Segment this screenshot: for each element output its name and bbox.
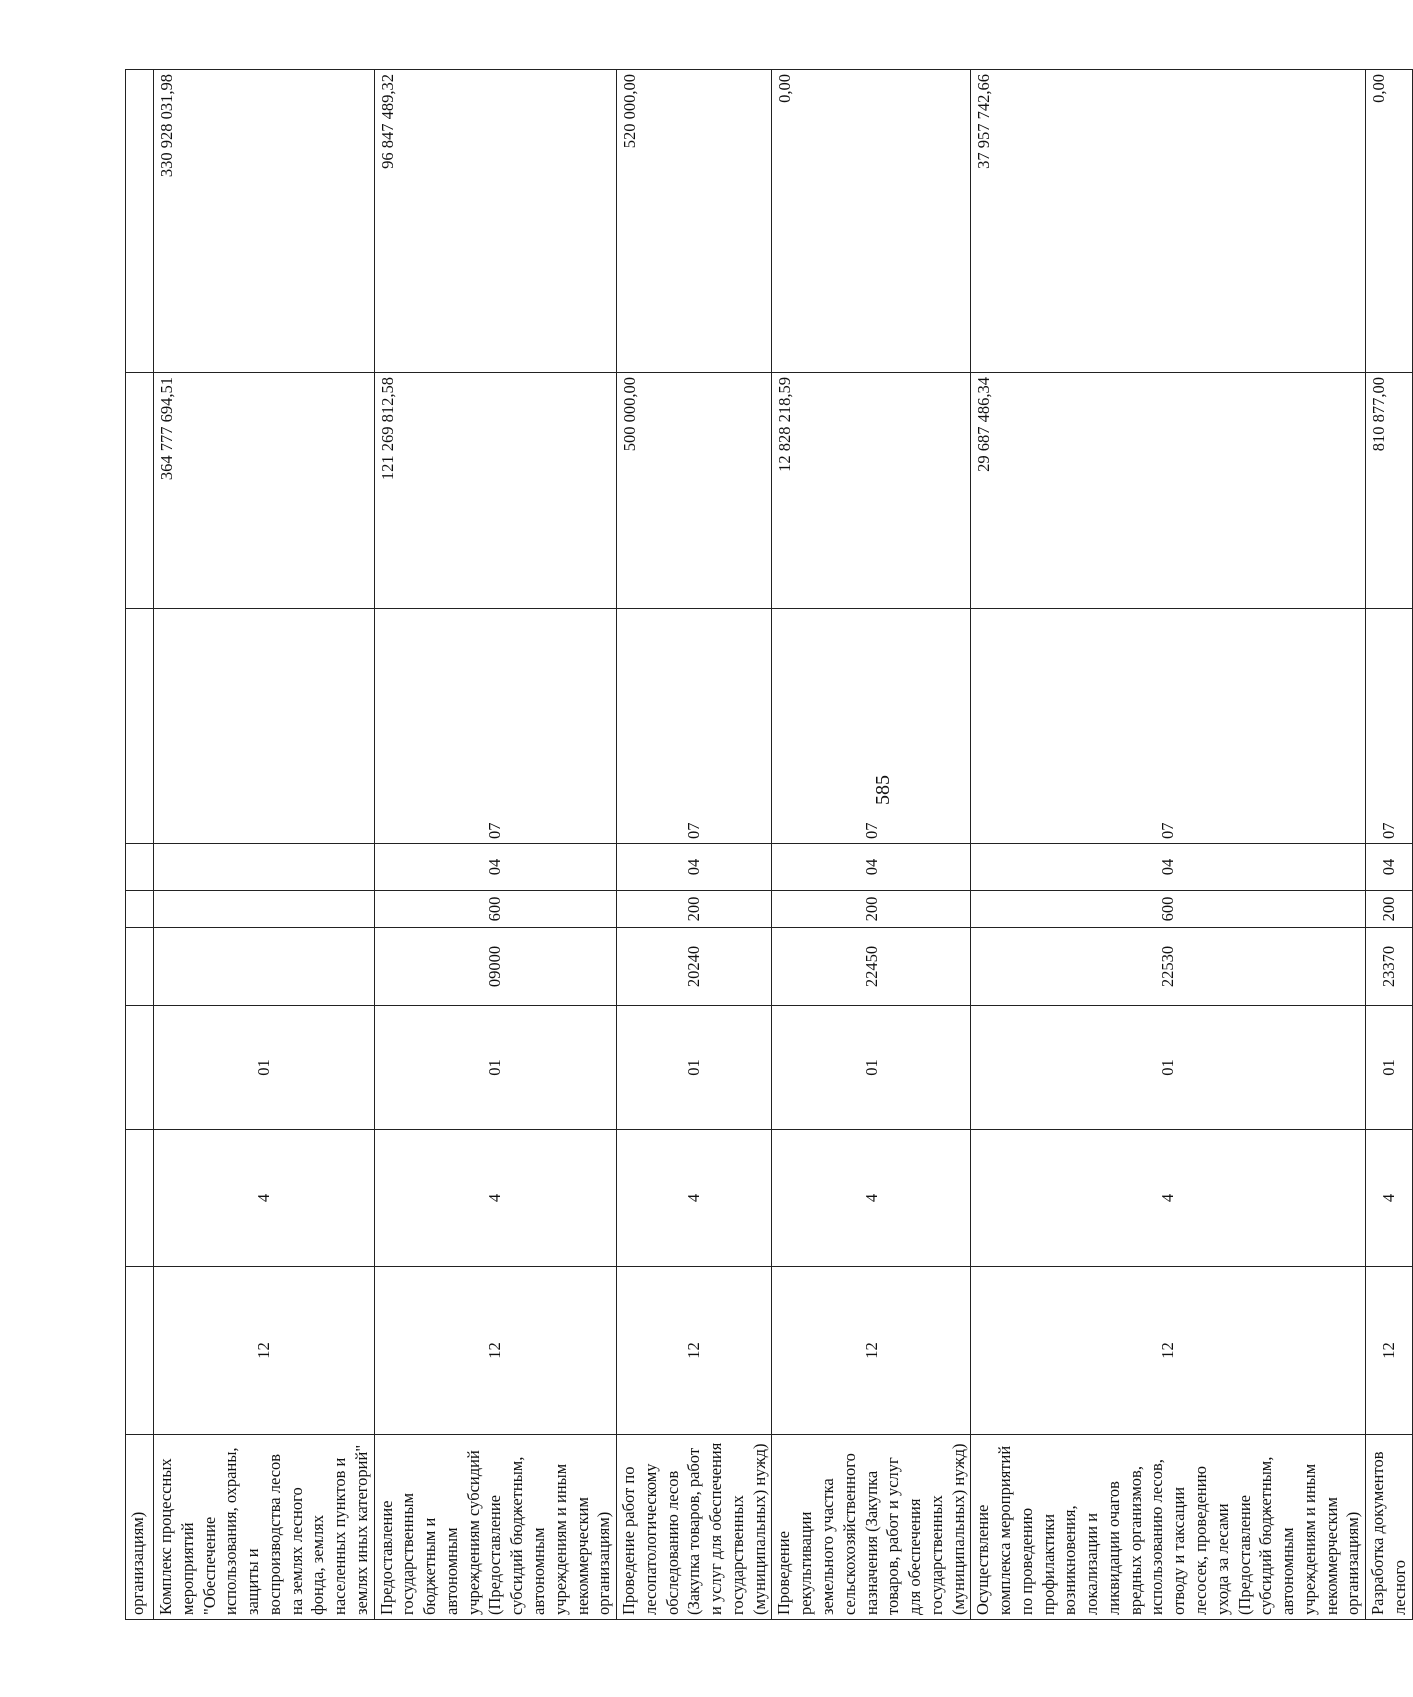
code-structural-element: 01 — [154, 1006, 375, 1130]
code-program: 12 — [1366, 1267, 1413, 1435]
row-description: Предоставление государственным бюджетным и автономным учреждениям субсидий (Предоставление субсидий бюджетным, автономным учреждениям и иным некоммерческим организациям) — [374, 1435, 616, 1620]
code-program-type: 4 — [154, 1130, 375, 1267]
code-program: 12 — [772, 1267, 971, 1435]
code-subsection: 07 — [772, 609, 971, 844]
code-subsection: 07 — [1366, 609, 1413, 844]
code-expense-type — [126, 891, 154, 928]
row-description: Проведение работ по лесопатологическому обследованию лесов (Закупка товаров, работ и услуг для обеспечения государственных (муниципальных) нужд) — [617, 1435, 772, 1620]
amount-year-2: 96 847 489,32 — [374, 70, 616, 373]
code-program: 12 — [617, 1267, 772, 1435]
amount-year-1: 364 777 694,51 — [154, 373, 375, 609]
row-description: Разработка документов лесного — [1366, 1435, 1413, 1620]
code-direction — [126, 928, 154, 1006]
code-program-type — [126, 1130, 154, 1267]
amount-year-2: 0,00 — [772, 70, 971, 373]
amount-year-1: 121 269 812,58 — [374, 373, 616, 609]
code-program: 12 — [971, 1267, 1366, 1435]
code-section — [126, 844, 154, 891]
code-subsection: 07 — [617, 609, 772, 844]
code-structural-element — [126, 1006, 154, 1130]
code-structural-element: 01 — [374, 1006, 616, 1130]
table-row — [772, 70, 971, 1620]
code-direction: 23370 — [1366, 928, 1413, 1006]
code-direction: 20240 — [617, 928, 772, 1006]
row-description: Проведение рекультивации земельного участка сельскохозяйственного назначения (Закупка товаров, работ и услуг для обеспечения государственных (муниципальных) нужд) — [772, 1435, 971, 1620]
page-number: 585 — [872, 775, 894, 805]
code-subsection: 07 — [374, 609, 616, 844]
code-direction: 22530 — [971, 928, 1366, 1006]
table-row — [374, 70, 616, 1620]
code-subsection: 07 — [971, 609, 1366, 844]
amount-year-1: 12 828 218,59 — [772, 373, 971, 609]
code-structural-element: 01 — [617, 1006, 772, 1130]
code-section: 04 — [971, 844, 1366, 891]
amount-year-1: 810 877,00 — [1366, 373, 1413, 609]
code-program: 12 — [374, 1267, 616, 1435]
code-expense-type: 600 — [374, 891, 616, 928]
code-direction: 09000 — [374, 928, 616, 1006]
code-section: 04 — [617, 844, 772, 891]
amount-year-2 — [126, 70, 154, 373]
table-row — [154, 70, 375, 1620]
amount-year-2: 520 000,00 — [617, 70, 772, 373]
amount-year-2: 37 957 742,66 — [971, 70, 1366, 373]
code-section: 04 — [772, 844, 971, 891]
code-expense-type: 600 — [971, 891, 1366, 928]
code-program-type: 4 — [772, 1130, 971, 1267]
table-row — [971, 70, 1366, 1620]
code-program-type: 4 — [617, 1130, 772, 1267]
amount-year-1: 500 000,00 — [617, 373, 772, 609]
code-expense-type — [154, 891, 375, 928]
code-expense-type: 200 — [772, 891, 971, 928]
code-expense-type: 200 — [1366, 891, 1413, 928]
table-row — [126, 70, 154, 1620]
code-program: 12 — [154, 1267, 375, 1435]
code-structural-element: 01 — [1366, 1006, 1413, 1130]
table-row — [617, 70, 772, 1620]
row-description: Комплекс процессных мероприятий "Обеспечение использования, охраны, защиты и воспроизводства лесов на землях лесного фонда, землях населенных пунктов и землях иных категорий" — [154, 1435, 375, 1620]
code-subsection — [126, 609, 154, 844]
code-program — [126, 1267, 154, 1435]
code-section — [154, 844, 375, 891]
code-structural-element: 01 — [971, 1006, 1366, 1130]
code-direction — [154, 928, 375, 1006]
amount-year-1: 29 687 486,34 — [971, 373, 1366, 609]
amount-year-2: 0,00 — [1366, 70, 1413, 373]
code-section: 04 — [374, 844, 616, 891]
row-description: Осуществление комплекса мероприятий по проведению профилактики возникновения, локализации и ликвидации очагов вредных организмов, использованию лесов, отводу и таксации лесосек, проведению ухода за лесами (Предоставление субсидий бюджетным, автономным учреждениям и иным некоммерческим организациям) — [971, 1435, 1366, 1620]
code-expense-type: 200 — [617, 891, 772, 928]
code-direction: 22450 — [772, 928, 971, 1006]
code-section: 04 — [1366, 844, 1413, 891]
amount-year-1 — [126, 373, 154, 609]
code-program-type: 4 — [971, 1130, 1366, 1267]
table-row — [1366, 70, 1413, 1620]
row-description: организациям) — [126, 1435, 154, 1620]
amount-year-2: 330 928 031,98 — [154, 70, 375, 373]
code-program-type: 4 — [374, 1130, 616, 1267]
code-subsection — [154, 609, 375, 844]
budget-table — [125, 69, 1413, 1620]
code-structural-element: 01 — [772, 1006, 971, 1130]
code-program-type: 4 — [1366, 1130, 1413, 1267]
budget-table-wrapper — [125, 70, 1409, 1620]
